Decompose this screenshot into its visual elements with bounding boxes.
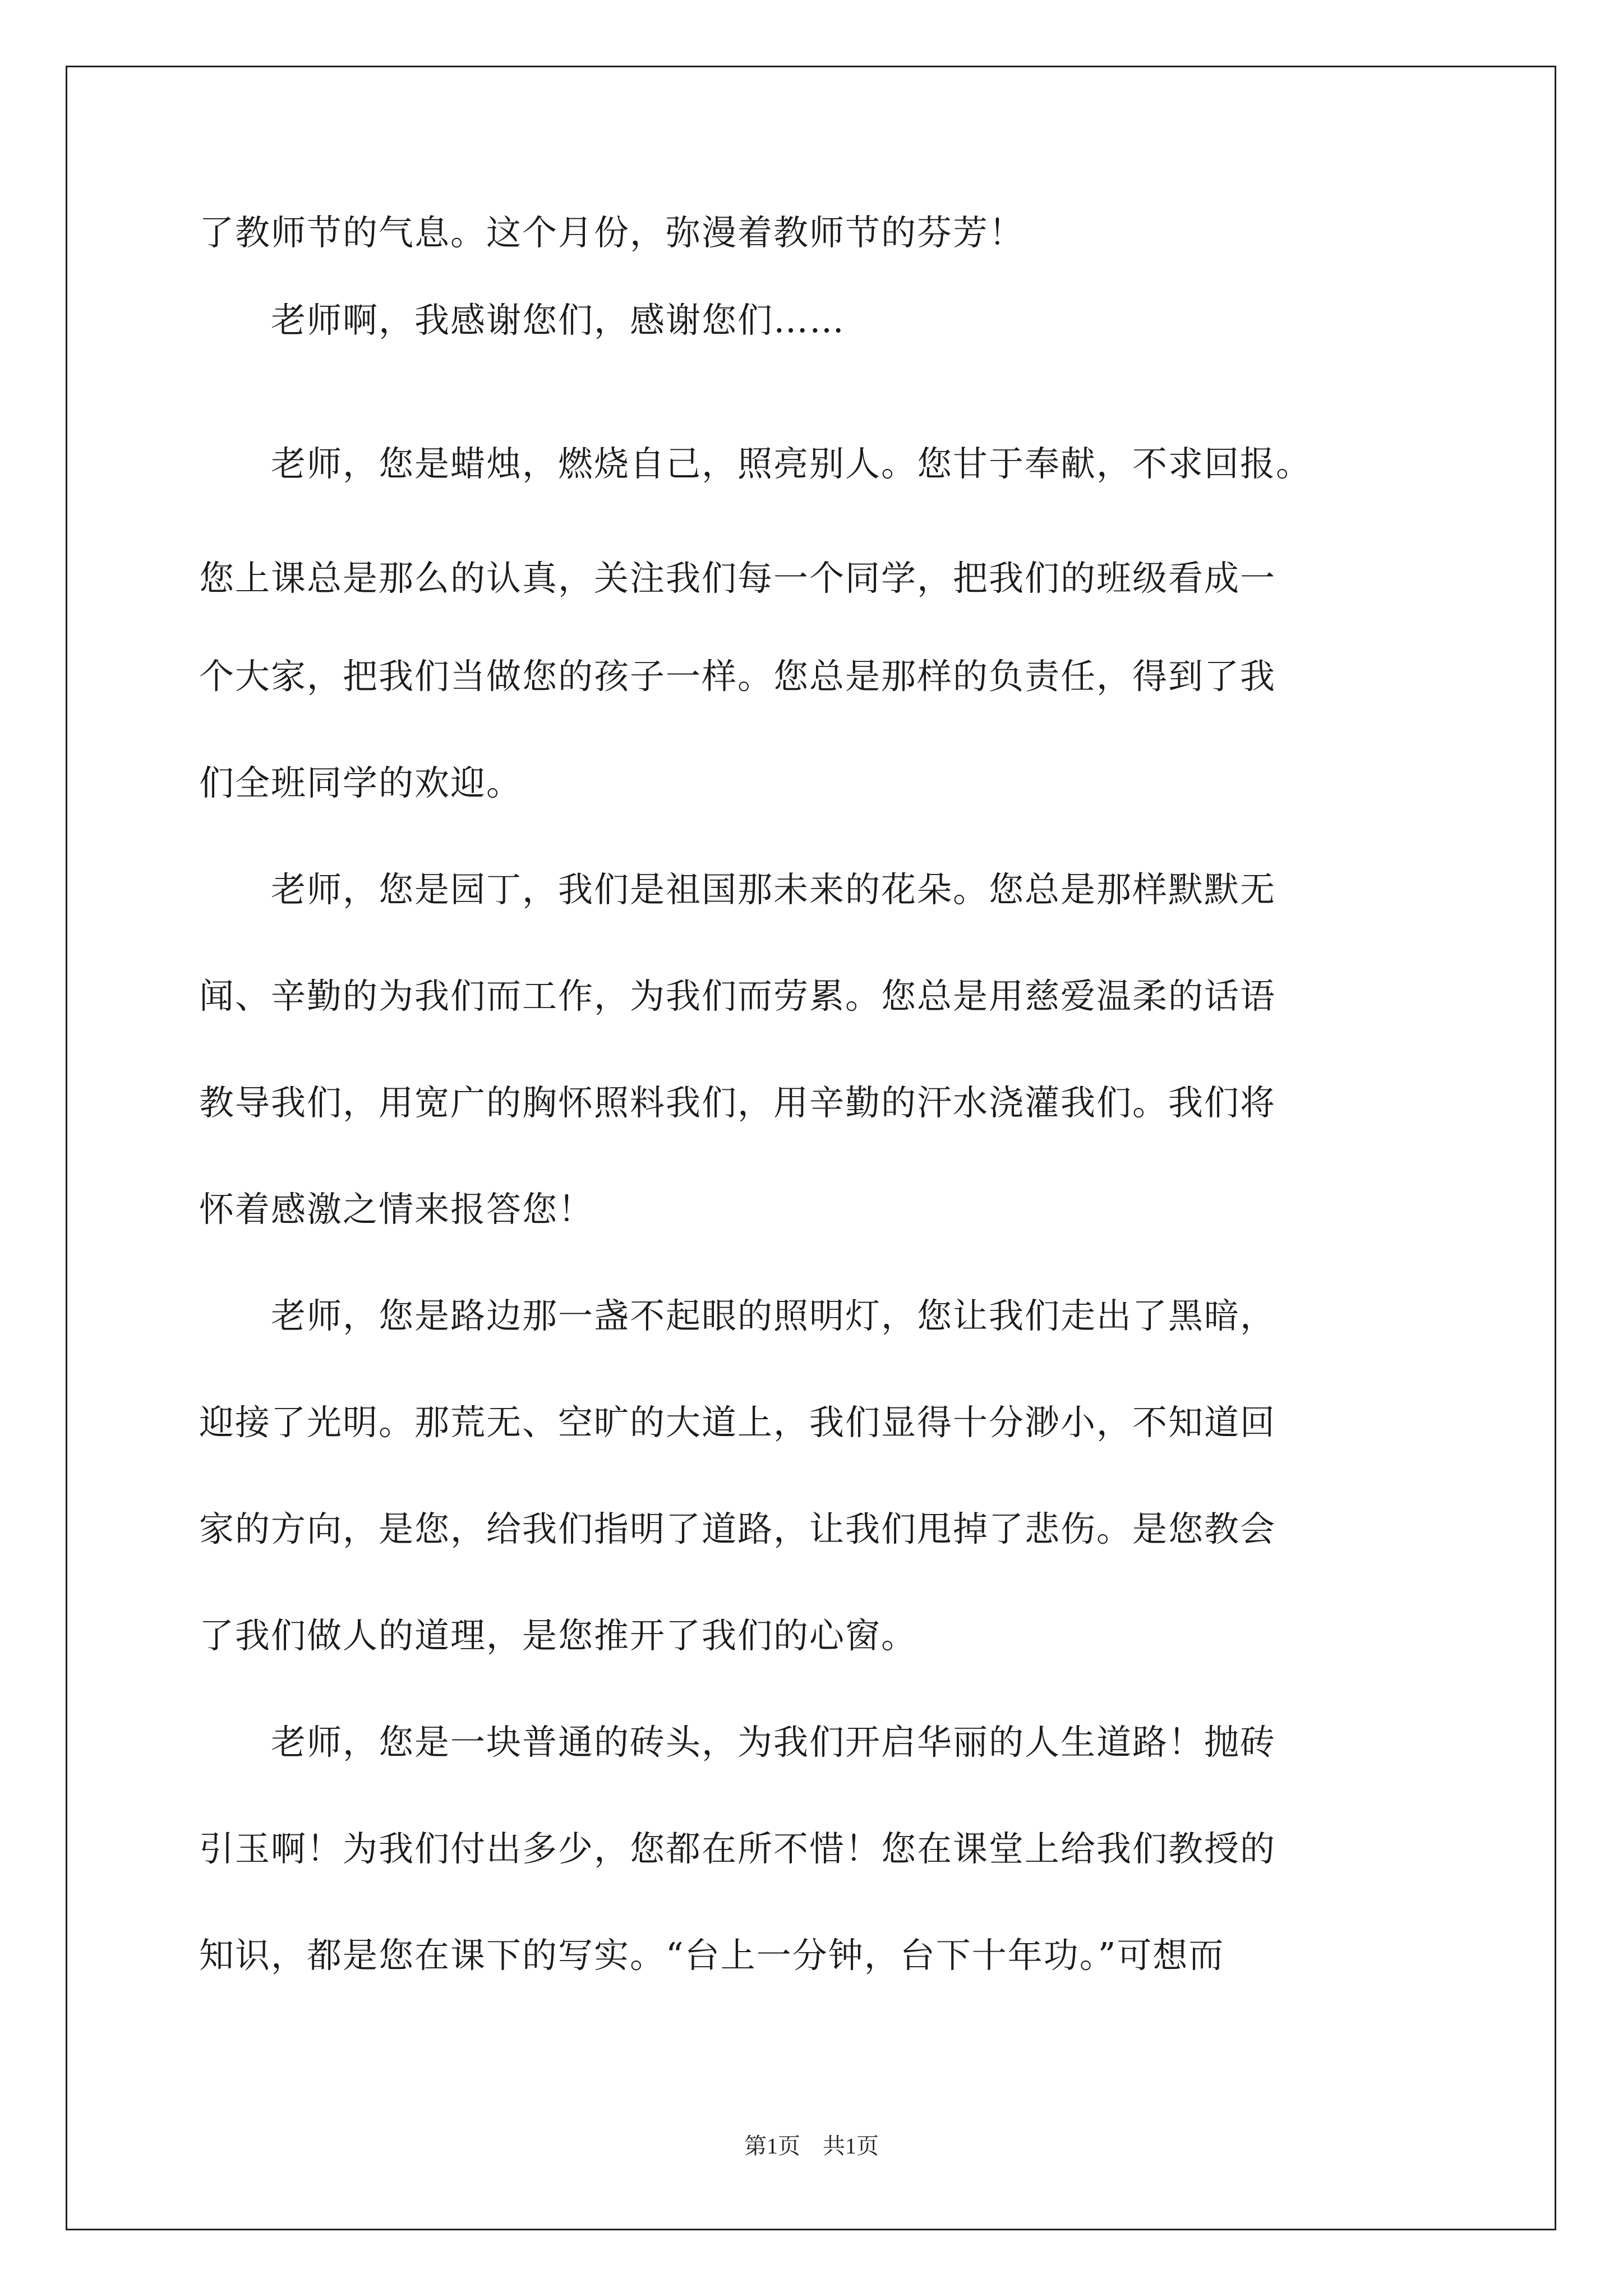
text-line: 老师，您是蜡烛，燃烧自己，照亮别人。您甘于奉献，不求回报。 — [199, 443, 1312, 484]
text-line: 们全班同学的欢迎。 — [199, 762, 523, 803]
text-line: 个大家，把我们当做您的孩子一样。您总是那样的负责任，得到了我 — [199, 656, 1276, 697]
text-line: 您上课总是那么的认真，关注我们每一个同学，把我们的班级看成一 — [199, 558, 1276, 599]
page-border — [66, 66, 1556, 2230]
text-line: 家的方向，是您，给我们指明了道路，让我们甩掉了悲伤。是您教会 — [199, 1508, 1276, 1549]
text-line: 老师，您是园丁，我们是祖国那未来的花朵。您总是那样默默无 — [199, 869, 1276, 910]
text-line: 老师啊，我感谢您们，感谢您们…… — [199, 300, 846, 341]
text-line: 了教师节的气息。这个月份，弥漫着教师节的芬芳！ — [199, 212, 1025, 253]
page-number-footer: 第1页 共1页 — [744, 2133, 879, 2159]
text-line: 引玉啊！为我们付出多少，您都在所不惜！您在课堂上给我们教授的 — [199, 1828, 1276, 1869]
text-line: 怀着感激之情来报答您！ — [199, 1189, 594, 1230]
text-line: 了我们做人的道理，是您推开了我们的心窗。 — [199, 1615, 917, 1656]
text-line: 闻、辛勤的为我们而工作，为我们而劳累。您总是用慈爱温柔的话语 — [199, 976, 1276, 1016]
text-line: 教导我们，用宽广的胸怀照料我们，用辛勤的汗水浇灌我们。我们将 — [199, 1082, 1276, 1123]
text-line: 迎接了光明。那荒无、空旷的大道上，我们显得十分渺小，不知道回 — [199, 1402, 1276, 1443]
text-line: 老师，您是一块普通的砖头，为我们开启华丽的人生道路！抛砖 — [199, 1722, 1276, 1763]
text-line: 知识，都是您在课下的写实。“台上一分钟，台下十年功。”可想而 — [199, 1935, 1225, 1976]
text-line: 老师，您是路边那一盏不起眼的照明灯，您让我们走出了黑暗， — [199, 1295, 1276, 1336]
